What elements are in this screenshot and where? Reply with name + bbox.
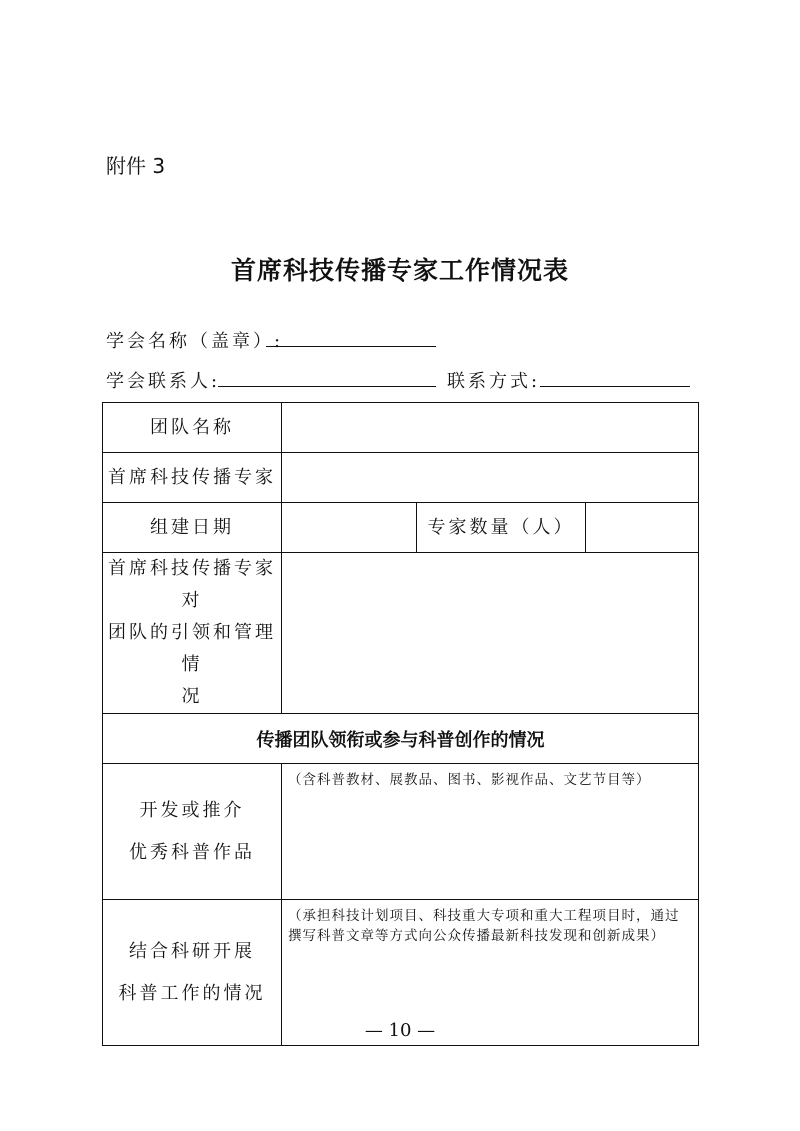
section-heading: 传播团队领衔或参与科普创作的情况 — [103, 714, 699, 764]
leadership-cell — [282, 553, 699, 714]
leadership-label-line: 团队的引领和管理情 — [108, 622, 276, 675]
develop-works-note: （含科普教材、展教品、图书、影视作品、文艺节目等） — [282, 764, 699, 900]
table-row — [103, 403, 699, 453]
table-row — [103, 453, 699, 503]
founding-date-label: 组建日期 — [103, 503, 282, 553]
founding-date-cell — [282, 503, 417, 553]
contact-person-line — [218, 386, 436, 387]
society-name-label: 学会名称（盖章）: — [106, 331, 284, 352]
team-name-cell — [282, 403, 699, 453]
leadership-label — [103, 553, 282, 714]
table-row — [103, 714, 699, 764]
society-name-line — [266, 346, 436, 347]
attachment-label: 附件 3 — [106, 154, 166, 178]
contact-method-line — [540, 386, 690, 387]
research-work-note: （承担科技计划项目、科技重大专项和重大工程项目时，通过撰写科普文章等方式向公众传播最新科技发现和创新成果） — [282, 900, 699, 1046]
develop-works-label — [103, 764, 282, 900]
page-title: 首席科技传播专家工作情况表 — [230, 256, 569, 285]
table-row — [103, 764, 699, 900]
contact-method-label: 联系方式: — [447, 371, 541, 392]
leadership-label-line: 况 — [181, 686, 203, 707]
expert-count-cell — [586, 503, 699, 553]
contact-person-label: 学会联系人: — [106, 371, 221, 392]
team-name-label: 团队名称 — [103, 403, 282, 453]
page-number: — 10 — — [364, 1020, 436, 1041]
expert-count-label: 专家数量（人） — [417, 503, 586, 553]
chief-expert-cell — [282, 453, 699, 503]
develop-works-label-line: 开发或推介 — [139, 799, 245, 821]
chief-expert-label: 首席科技传播专家 — [103, 453, 282, 503]
research-work-label-line: 结合科研开展 — [129, 940, 255, 962]
research-work-label-line: 科普工作的情况 — [118, 982, 266, 1004]
leadership-label-line: 首席科技传播专家对 — [108, 558, 276, 611]
develop-works-label-line: 优秀科普作品 — [129, 841, 255, 863]
table-row — [103, 553, 699, 714]
table-row — [103, 503, 699, 553]
work-status-table — [102, 402, 699, 1046]
